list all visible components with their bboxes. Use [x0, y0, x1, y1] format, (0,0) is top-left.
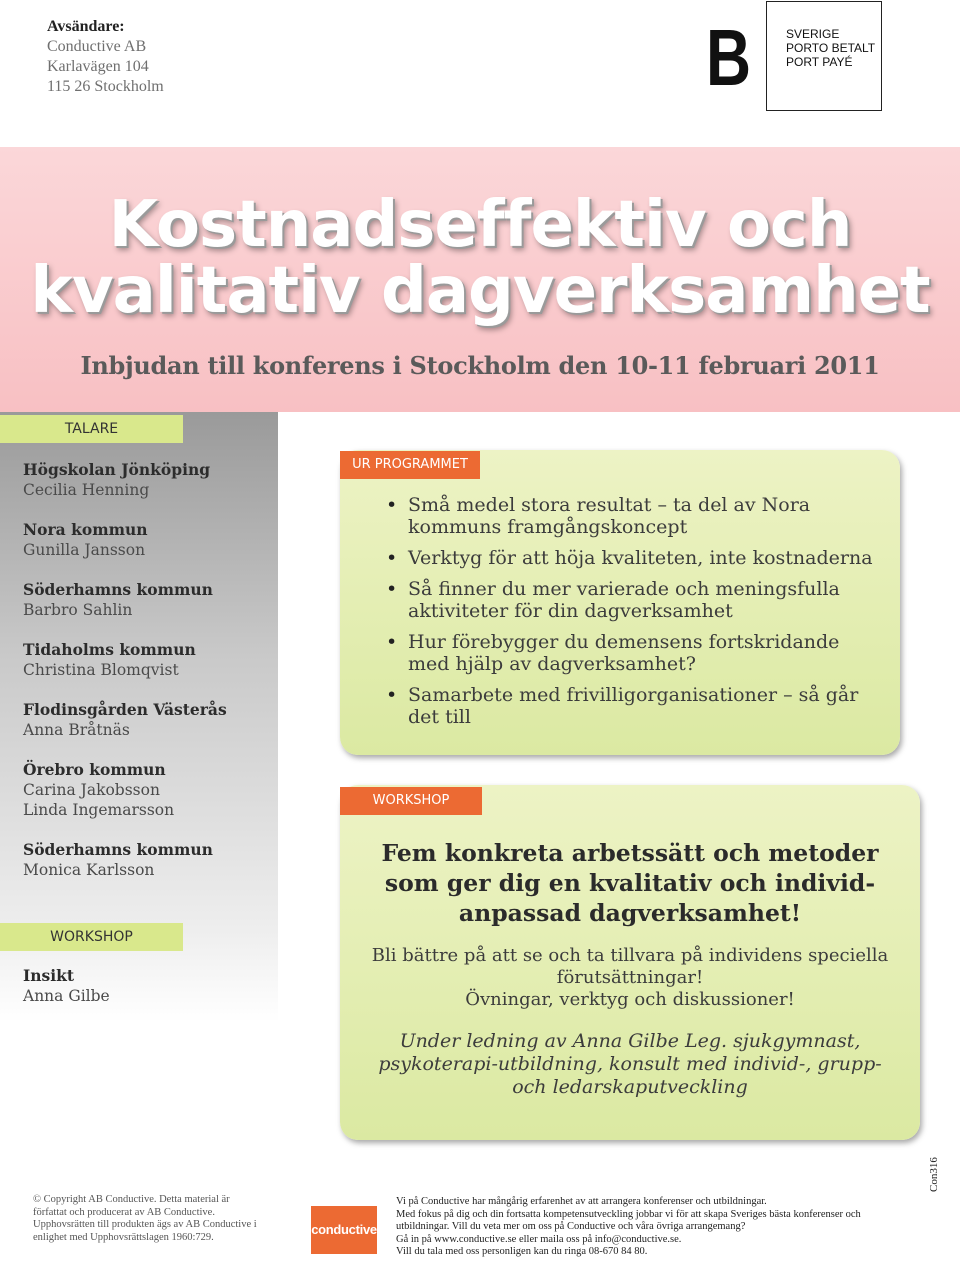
workshop-left-person: Anna Gilbe: [23, 987, 110, 1005]
speaker-entry: [23, 640, 273, 680]
speaker-org: Nora kommun: [23, 520, 148, 539]
copyright-notice: © Copyright AB Conductive. Detta material är författat och producerat av AB Conductive. Upphovsrätten till produkten ägs av AB Conductive i enlighet med Upphovsrättslagen 1960:729.: [33, 1194, 257, 1243]
workshop-heading: Fem konkreta arbetssätt och metoder som ger dig en kvalitativ och individ-anpassad dagverksamhet!: [381, 839, 879, 927]
speaker-entry: [23, 760, 273, 820]
speaker-org: Örebro kommun: [23, 760, 166, 779]
title-line: kvalitativ dagverksamhet: [30, 254, 930, 328]
programme-tag: UR PROGRAMMET: [340, 451, 480, 479]
speaker-org: Söderhamns kommun: [23, 580, 213, 599]
speaker-name: Gunilla Jansson: [23, 541, 146, 559]
workshop-left-org: Insikt: [23, 966, 75, 985]
programme-item: • Hur förebygger du demensens fortskridande med hjälp av dagverksamhet?: [386, 631, 886, 675]
page-title: [0, 188, 960, 328]
workshop-desc-line: Bli bättre på att se och ta tillvara på individens speciella förutsättningar!: [371, 945, 889, 988]
speaker-org: Tidaholms kommun: [23, 640, 196, 659]
speaker-org: Högskolan Jönköping: [23, 460, 211, 479]
programme-item: • Verktyg för att höja kvaliteten, inte kostnaderna: [386, 547, 886, 569]
workshop-left-tag: WORKSHOP: [0, 923, 183, 951]
sender-line: Conductive AB: [47, 38, 147, 55]
speaker-name: Anna Bråtnäs: [23, 721, 130, 739]
info-line: Med fokus på dig och din fortsatta kompetensutveckling jobbar vi för att skapa Sveriges bästa konferenser och utbildningar. Vill du veta mer om oss på Conductive och våra övriga arrangemang?: [396, 1208, 861, 1232]
company-info: [396, 1196, 896, 1259]
postage-box: [766, 1, 882, 111]
workshop-desc-line: Övningar, verktyg och diskussioner!: [465, 989, 795, 1010]
speaker-list: [23, 460, 273, 900]
postage-line: PORT PAYÉ: [786, 55, 853, 69]
sender-line: Karlavägen 104: [47, 58, 149, 75]
workshop-leader: Under ledning av Anna Gilbe Leg. sjukgymnast, psykoterapi-utbildning, konsult med individ-, grupp- och ledarskaputveckling: [378, 1030, 882, 1098]
workshop-tag: WORKSHOP: [340, 787, 482, 815]
speaker-org: Flodinsgården Västerås: [23, 700, 227, 719]
speaker-name: Christina Blomqvist: [23, 661, 179, 679]
speaker-name: Carina Jakobsson: [23, 781, 160, 799]
sender-line: 115 26 Stockholm: [47, 78, 164, 95]
title-line: Kostnadseffektiv och: [108, 188, 852, 262]
info-line: Vill du tala med oss personligen kan du ringa 08-670 84 80.: [396, 1246, 648, 1257]
info-line: Vi på Conductive har mångårig erfarenhet av att arrangera konferenser och utbildningar.: [396, 1196, 767, 1207]
programme-item: • Samarbete med frivilligorganisationer – så går det till: [386, 684, 886, 728]
speaker-name: Barbro Sahlin: [23, 601, 133, 619]
talare-tag: TALARE: [0, 415, 183, 443]
postage-line: PORTO BETALT: [786, 41, 876, 55]
conductive-logo: conductive: [311, 1206, 377, 1254]
programme-item: • Så finner du mer varierade och meningsfulla aktiviteter för din dagverksamhet: [386, 578, 886, 622]
speaker-entry: [23, 520, 273, 560]
workshop-left-entry: [23, 965, 110, 1007]
speaker-name: Monica Karlsson: [23, 861, 155, 879]
postage-line: SVERIGE: [786, 27, 840, 41]
speaker-name: Linda Ingemarsson: [23, 801, 175, 819]
speaker-entry: [23, 580, 273, 620]
sender-address: [47, 17, 164, 97]
programme-list: [386, 494, 886, 737]
speaker-name: Cecilia Henning: [23, 481, 150, 499]
speaker-org: Söderhamns kommun: [23, 840, 213, 859]
postage-class-mark: B: [706, 13, 752, 102]
workshop-description: [360, 945, 900, 1011]
sender-label: Avsändare:: [47, 18, 125, 35]
info-line: Gå in på www.conductive.se eller maila oss på info@conductive.se.: [396, 1233, 682, 1245]
speaker-entry: [23, 460, 273, 500]
conference-subtitle: Inbjudan till konferens i Stockholm den 10-11 februari 2011: [80, 351, 880, 380]
speaker-entry: [23, 840, 273, 880]
document-code: Con316: [928, 1157, 940, 1192]
programme-item: • Små medel stora resultat – ta del av Nora kommuns framgångskoncept: [386, 494, 886, 538]
speaker-entry: [23, 700, 273, 740]
